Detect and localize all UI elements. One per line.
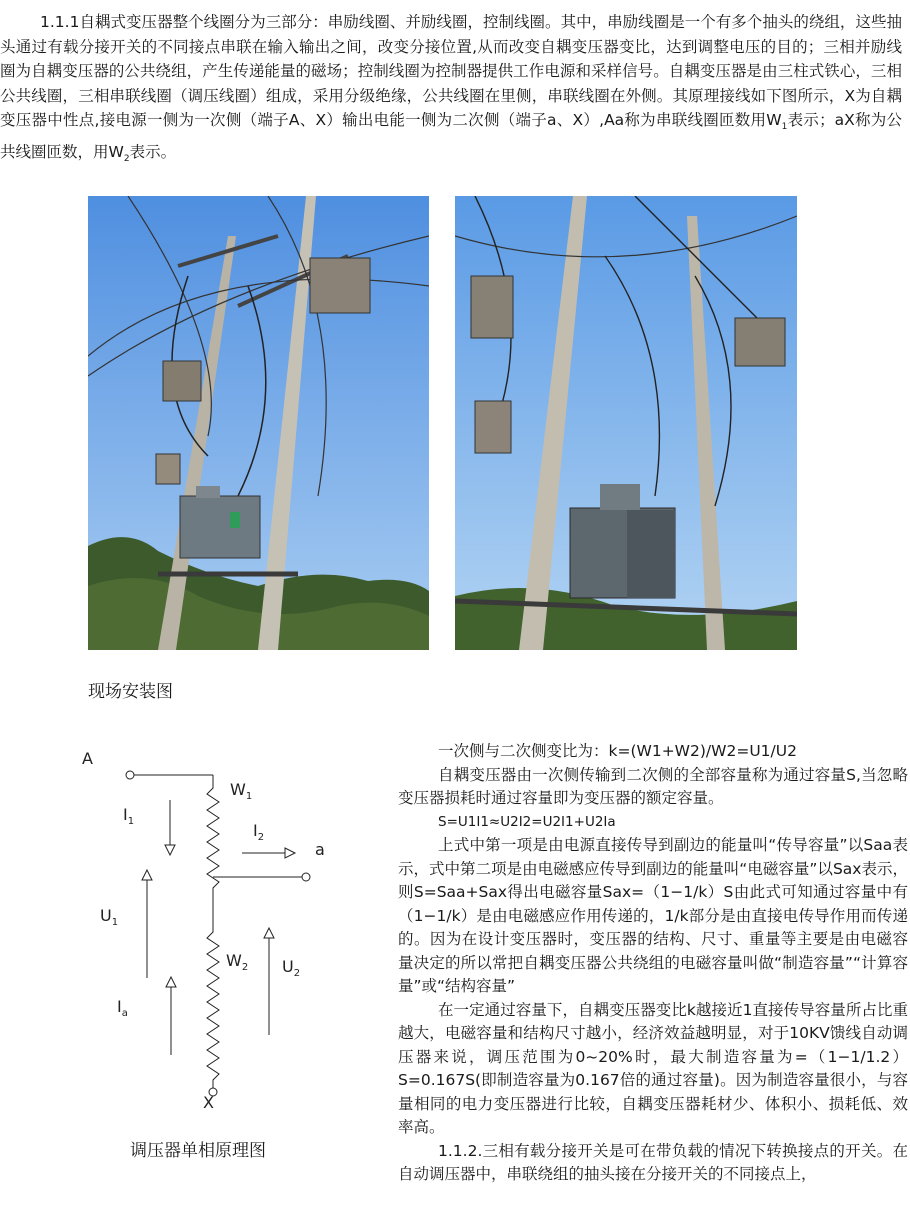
- paragraph-ratio-effect: 在一定通过容量下，自耦变压器变比k越接近1直接传导容量所占比重越大，电磁容量和结构尺寸越小，经济效益越明显，对于10KV馈线自动调压器来说，调压范围为0~20%时，最大制造容量为=（1−1/1.2）S=0.167S(即制造容量为0.167倍的通过容量)。因为制造容量很小，与容量相同的电力变压器进行比较，自耦变压器耗材少、体积小、损耗低、效率高。: [398, 1000, 908, 1136]
- site-photo-right: [455, 196, 797, 650]
- terminal-A: [126, 771, 134, 779]
- terminal-X-label: X: [203, 1093, 214, 1110]
- intro-paragraph: 1.1.1自耦式变压器整个线圈分为三部分：串励线圈、并励线圈，控制线圈。其中，串励线圈是一个有多个抽头的绕组，这些抽头通过有载分接开关的不同接点串联在输入输出之间，改变分接位置,从而改变自耦变压器变比，达到调整电压的目的；三相并励线圈为自耦变压器的公共绕组，产生传递能量的磁场；控制线圈为控制器提供工作电源和采样信号。自耦变压器是由三柱式铁心，三相公共线圈，三相串联线圈（调压线圈）组成，采用分级绝缘，公共线圈在里侧，串联线圈在外侧。其原理接线如下图所示，X为自耦变压器中性点,接电源一侧为一次侧（端子A、X）输出电能一侧为二次侧（端子a、X）,Aa称为串联线圈匝数用$W_1$表示；aX称为公共线圈匝数，用$W_2$表示。: [0, 13, 903, 164]
- I2-label: $I_2$: [253, 821, 265, 843]
- section-number: 1.1.1: [40, 13, 80, 31]
- Ia-label: $I_a$: [117, 997, 128, 1019]
- ratio-line: 一次侧与二次侧变比为：k=(W1+W2)/W2=U1/U2: [438, 742, 797, 760]
- series-winding: [207, 775, 219, 920]
- U1-label: $U_1$: [100, 906, 119, 928]
- diagram-caption: 调压器单相原理图: [130, 1141, 266, 1161]
- right-column-text: [398, 740, 908, 1187]
- formula-line: S=U1I1≈U2I2=U2I1+U2Ia: [438, 813, 616, 830]
- photo-caption: 现场安装图: [88, 682, 173, 702]
- terminal-A-label: A: [82, 749, 93, 768]
- terminal-a: [302, 873, 310, 881]
- paragraph-capacity: 自耦变压器由一次侧传输到二次侧的全部容量称为通过容量S,当忽略变压器损耗时通过容量即为变压器的额定容量。: [398, 765, 908, 807]
- paragraph-tap-changer: 1.1.2.三相有载分接开关是可在带负载的情况下转换接点的开关。在自动调压器中，串联绕组的抽头接在分接开关的不同接点上，: [398, 1141, 908, 1183]
- common-winding: [207, 920, 219, 1088]
- terminal-a-label: a: [315, 840, 325, 859]
- site-photo-left: [88, 196, 429, 650]
- W1-label: $W_1$: [230, 780, 253, 802]
- I1-label: $I_1$: [123, 805, 135, 827]
- paragraph-conduction: 上式中第一项是由电源直接传导到副边的能量叫“传导容量”以Saa表示，式中第二项是由电磁感应传导到副边的能量叫“电磁容量”以Sax表示，则S=Saa+Sax得出电磁容量Sax=（1−1/k）S由此式可知通过容量中有（1−1/k）是由电磁感应作用传递的，1/k部分是由直接电传导作用而传递的。因为在设计变压器时，变压器的结构、尺寸、重量等主要是由电磁容量决定的所以常把自耦变压器公共绕组的电磁容量叫做“制造容量”“计算容量”或“结构容量”: [398, 836, 908, 995]
- transformer-schematic: [70, 740, 390, 1110]
- W2-label: $W_2$: [226, 951, 249, 973]
- U2-label: $U_2$: [282, 957, 301, 979]
